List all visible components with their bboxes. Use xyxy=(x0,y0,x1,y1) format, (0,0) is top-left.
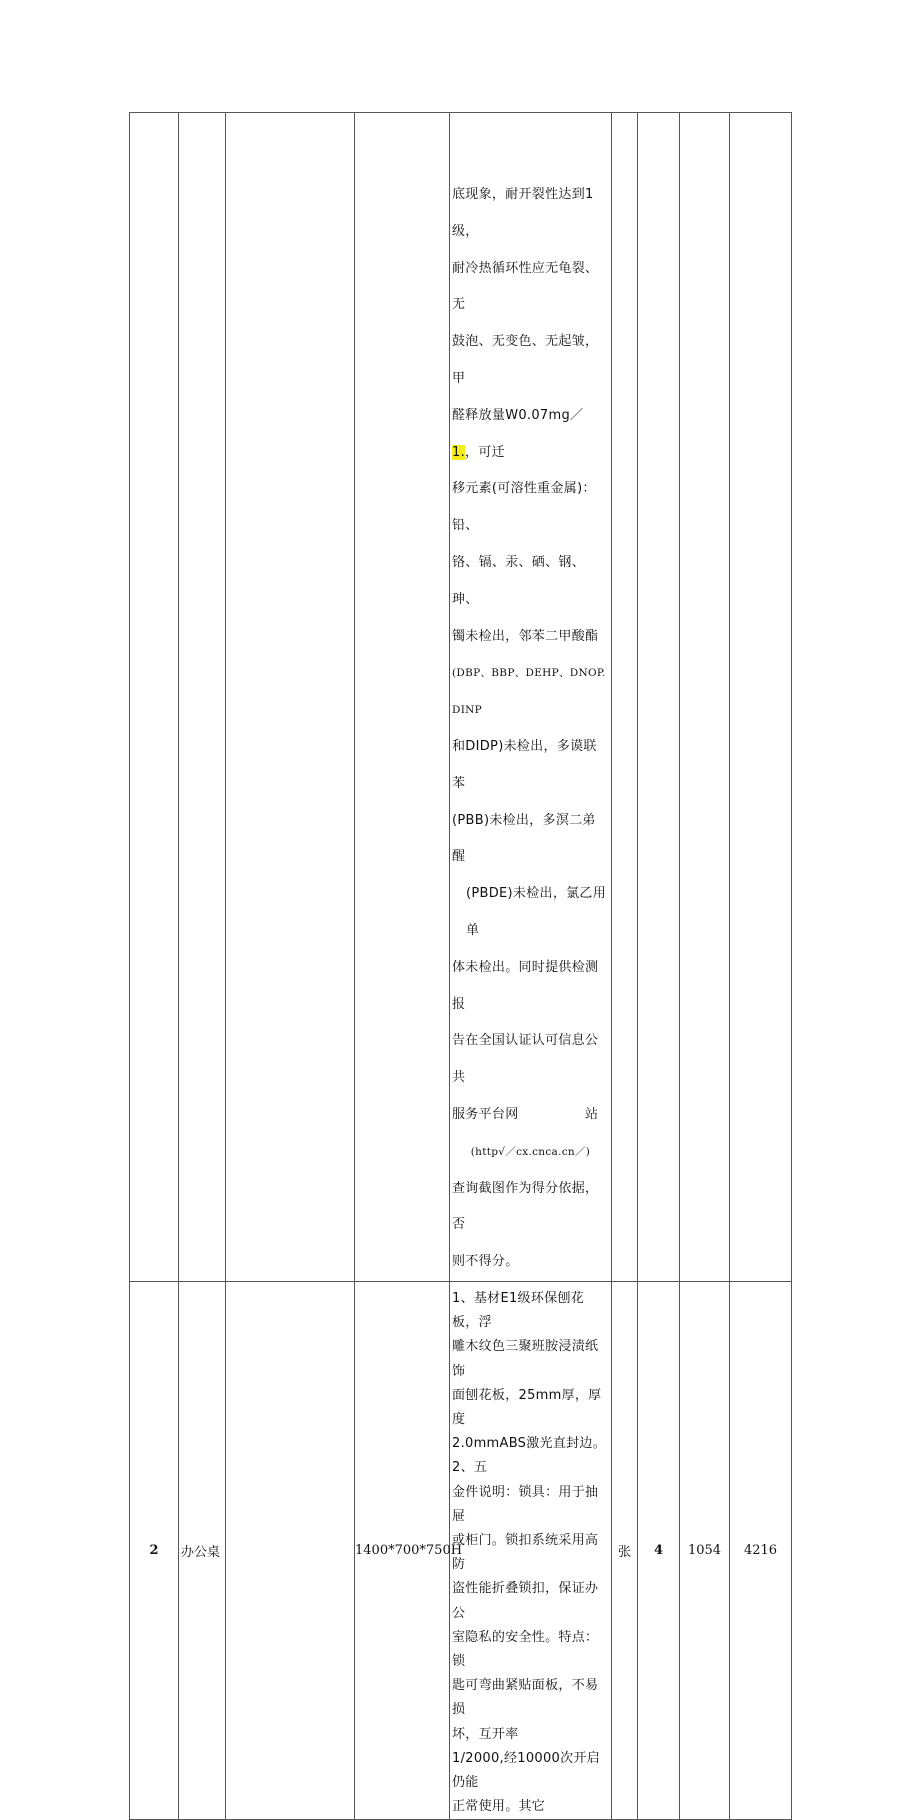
description-line: 镯未检出，邻苯二甲酸酯 xyxy=(452,628,599,644)
index-cell xyxy=(130,113,179,1282)
table-row xyxy=(130,1281,792,1819)
description-line: 耐冷热循环性应无龟裂、无 xyxy=(452,260,599,313)
description-line: 鼓泡、无变色、无起皱，甲 xyxy=(452,334,599,386)
spec-table xyxy=(129,112,792,1820)
description-line: 铬、镉、汞、硒、钢、珅、 xyxy=(452,554,586,607)
name-cell: 办公桌 xyxy=(179,1281,226,1819)
description-line: 1、基材E1级环保刨花板，浮 xyxy=(452,1290,585,1331)
description-line: 面刨花板，25mm厚，厚度 xyxy=(452,1387,602,1427)
description-line: 服务平台网 站 xyxy=(452,1106,599,1122)
description-line: 2.0mmABS激光直封边。2、五 xyxy=(452,1436,607,1476)
description-cell xyxy=(450,1281,612,1819)
description-line: 雕木纹色三聚班胺浸渍纸饰 xyxy=(452,1339,599,1379)
description-link: (http√／cx.cnca.cn／) xyxy=(470,1145,591,1158)
total-cell: 4216 xyxy=(730,1281,792,1819)
name-cell xyxy=(179,113,226,1282)
description-line: (DBP、BBP、DEHP、DNOP.DINP xyxy=(452,667,606,717)
unit-cell: 张 xyxy=(612,1281,638,1819)
index-cell: 2 xyxy=(130,1281,179,1819)
description-cell xyxy=(450,113,612,1282)
description-text: ，可迁 xyxy=(465,444,505,460)
description-line: 匙可弯曲紧贴面板，不易损 xyxy=(452,1678,599,1718)
quantity-cell: 4 xyxy=(638,1281,680,1819)
description-line: 和DIDP)未检出，多谟联苯 xyxy=(452,738,597,791)
total-cell xyxy=(730,113,792,1282)
description-line: 移元素(可溶性重金属)：铅、 xyxy=(452,481,596,534)
description-line: (PBDE)未检出，氯乙用单 xyxy=(466,886,607,938)
dimensions-cell xyxy=(355,113,450,1282)
description-line: 室隐私的安全性。特点：锁 xyxy=(452,1629,599,1669)
description-line-highlighted xyxy=(452,398,609,472)
description-line: 坏，互开率 xyxy=(452,1726,519,1742)
highlight-mark: 1. xyxy=(452,444,466,460)
dimensions-cell: 1400*700*750H xyxy=(355,1281,450,1819)
description-line: 正常使用。其它 xyxy=(452,1799,546,1815)
description-line: 1/2000,经10000次开启仍能 xyxy=(452,1750,601,1790)
unit-price-cell: 1054 xyxy=(680,1281,730,1819)
description-line: 金件说明：锁具：用于抽屉 xyxy=(452,1484,599,1524)
description-line: (PBB)未检出，多溟二弟醒 xyxy=(452,812,596,865)
image-cell xyxy=(226,113,355,1282)
unit-price-cell xyxy=(680,113,730,1282)
description-line: 或柜门。锁扣系统采用高防 xyxy=(452,1532,599,1573)
description-line: 盗性能折叠锁扣，保证办公 xyxy=(452,1581,599,1621)
description-line: 则不得分。 xyxy=(452,1254,519,1270)
description-line: 底现象，耐开裂性达到1级， xyxy=(452,187,594,239)
description-text: 醛释放量W0.07mg／ xyxy=(452,407,584,423)
description-line: 查询截图作为得分依据，否 xyxy=(452,1180,599,1233)
table-row xyxy=(130,113,792,1282)
quantity-cell xyxy=(638,113,680,1282)
image-cell xyxy=(226,1281,355,1819)
unit-cell xyxy=(612,113,638,1282)
description-line: 告在全国认证认可信息公共 xyxy=(452,1033,599,1086)
description-line: 体未检出。同时提供检测报 xyxy=(452,959,599,1012)
